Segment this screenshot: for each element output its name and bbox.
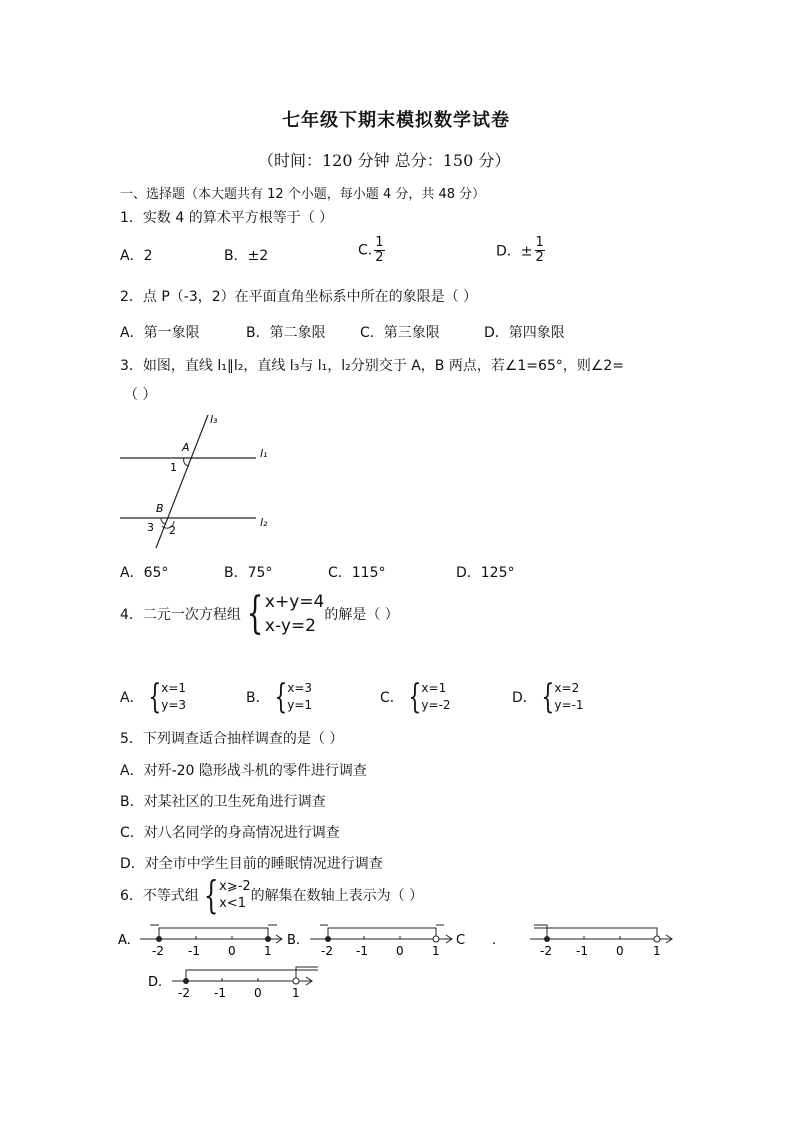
tick-label: -1 xyxy=(214,986,226,1000)
label-angle-3: 3 xyxy=(147,521,154,534)
q3-option-c: C．115° xyxy=(328,565,386,581)
tick-label: 1 xyxy=(653,944,661,958)
q5-option-c: C．对八名同学的身高情况进行调查 xyxy=(120,825,340,841)
page-title: 七年级下期末模拟数学试卷 xyxy=(282,110,510,131)
label-B: B xyxy=(156,502,164,515)
q4-option-a xyxy=(120,677,187,717)
solid-point-icon xyxy=(265,936,271,942)
page-subtitle: （时间：120 分钟 总分：150 分） xyxy=(258,151,511,170)
label-l1: l₁ xyxy=(260,447,268,460)
q4-stem-suffix: 的解是（ ） xyxy=(324,607,399,623)
section-header: 一、选择题（本大题共有 12 个小题，每小题 4 分，共 48 分） xyxy=(120,187,486,202)
fraction-numerator: 1 xyxy=(535,235,544,250)
q1-option-c-prefix: C. xyxy=(358,242,373,259)
q4-option-b xyxy=(246,677,313,717)
q4-option-label: C． xyxy=(380,690,404,706)
tick-label: -2 xyxy=(540,944,552,958)
hollow-point-icon xyxy=(293,978,299,984)
brace-icon: { xyxy=(408,677,422,717)
brace-icon: { xyxy=(147,677,161,717)
tick-label: 0 xyxy=(396,944,404,958)
q4-option-line: x=3 xyxy=(287,681,313,695)
label-l2: l₂ xyxy=(260,516,268,529)
q2-option-a: A．第一象限 xyxy=(120,325,200,341)
q3-option-d: D．125° xyxy=(456,565,515,581)
q1-option-c-fraction xyxy=(374,236,384,265)
q1-option-d-fraction xyxy=(535,236,545,265)
q4-equation-2: x-y=2 xyxy=(264,616,316,636)
q4-option-line: y=1 xyxy=(287,698,313,712)
fraction-numerator: 1 xyxy=(375,235,384,250)
q6-label-c-dot: . xyxy=(492,933,497,948)
q6-number-line-b xyxy=(310,925,452,958)
tick-label: 0 xyxy=(616,944,624,958)
fraction-denominator: 2 xyxy=(375,250,384,265)
q6-number-lines xyxy=(110,915,690,1005)
q6-label-b: B. xyxy=(287,933,301,948)
q2-stem: 2．点 P（-3，2）在平面直角坐标系中所在的象限是（ ） xyxy=(120,289,478,305)
q6-inequality-2: x<1 xyxy=(219,896,246,911)
q1-option-c xyxy=(358,236,385,265)
q1-option-d xyxy=(496,236,545,265)
tick-label: -2 xyxy=(321,944,333,958)
q3-option-b: B．75° xyxy=(224,565,273,581)
angle-3-arc xyxy=(161,518,165,524)
q6-number-line-d xyxy=(172,967,318,1000)
brace-icon: { xyxy=(203,873,219,917)
tick-label: -2 xyxy=(152,944,164,958)
q1-option-d-prefix: D．± xyxy=(496,243,533,260)
q1-option-a: A．2 xyxy=(120,248,153,264)
brace-icon: { xyxy=(273,677,287,717)
q4-option-label: B． xyxy=(246,690,270,706)
solid-point-icon xyxy=(183,978,189,984)
label-angle-2: 2 xyxy=(169,524,176,537)
tick-label: 1 xyxy=(432,944,440,958)
q6-number-line-a xyxy=(140,925,282,958)
q3-figure xyxy=(110,405,290,555)
q4-option-line: x=2 xyxy=(554,681,580,695)
q3-option-a: A．65° xyxy=(120,565,169,581)
q4-equation-system xyxy=(241,590,324,638)
tick-label: 1 xyxy=(292,986,300,1000)
tick-label: 0 xyxy=(228,944,236,958)
solid-point-icon xyxy=(156,936,162,942)
q5-stem: 5．下列调查适合抽样调查的是（ ） xyxy=(120,731,344,747)
label-l3: l₃ xyxy=(210,413,218,426)
q6-stem xyxy=(120,873,424,917)
q6-inequality-1: x⩾-2 xyxy=(219,879,251,894)
brace-icon: { xyxy=(541,677,555,717)
q4-stem xyxy=(120,590,399,638)
q6-inequality-system xyxy=(199,873,251,917)
solid-point-icon xyxy=(325,936,331,942)
q6-stem-prefix: 6．不等式组 xyxy=(120,888,199,904)
fraction-denominator: 2 xyxy=(535,250,544,265)
q6-label-d: D. xyxy=(148,975,163,990)
q5-option-d: D．对全市中学生目前的睡眠情况进行调查 xyxy=(120,856,383,872)
q2-option-c: C．第三象限 xyxy=(360,325,440,341)
solid-point-icon xyxy=(544,936,550,942)
q1-stem: 1．实数 4 的算术平方根等于（ ） xyxy=(120,210,334,226)
tick-label: 1 xyxy=(264,944,272,958)
q5-option-b: B．对某社区的卫生死角进行调查 xyxy=(120,794,326,810)
q4-option-line: y=-2 xyxy=(421,698,451,712)
q4-equation-1: x+y=4 xyxy=(264,592,325,612)
q4-option-d xyxy=(512,677,584,717)
q6-label-a: A. xyxy=(118,933,131,948)
q4-option-label: D． xyxy=(512,690,537,706)
q4-option-line: y=-1 xyxy=(554,698,584,712)
hollow-point-icon xyxy=(433,936,439,942)
tick-label: -1 xyxy=(356,944,368,958)
q6-number-line-c xyxy=(530,925,672,958)
q6-stem-suffix: 的解集在数轴上表示为（ ） xyxy=(250,888,424,904)
tick-label: -1 xyxy=(188,944,200,958)
q4-option-line: y=3 xyxy=(161,698,187,712)
line-l3 xyxy=(156,415,208,548)
brace-icon: { xyxy=(246,588,264,639)
q4-stem-prefix: 4．二元一次方程组 xyxy=(120,607,241,623)
label-angle-1: 1 xyxy=(170,461,177,474)
tick-label: -2 xyxy=(178,986,190,1000)
tick-label: -1 xyxy=(576,944,588,958)
q3-stem-line1: 3．如图，直线 l₁∥l₂，直线 l₃与 l₁，l₂分别交于 A，B 两点，若∠1=65°，则∠2= xyxy=(120,358,625,374)
q2-option-d: D．第四象限 xyxy=(484,325,565,341)
q3-stem-line2: （ ） xyxy=(124,387,157,403)
q4-option-c xyxy=(380,677,451,717)
hollow-point-icon xyxy=(654,936,660,942)
label-A: A xyxy=(182,441,190,454)
q2-option-b: B．第二象限 xyxy=(246,325,326,341)
q4-option-label: A． xyxy=(120,690,144,706)
q5-option-a: A．对歼-20 隐形战斗机的零件进行调查 xyxy=(120,763,367,779)
q4-option-line: x=1 xyxy=(161,681,187,695)
q4-option-line: x=1 xyxy=(421,681,447,695)
tick-label: 0 xyxy=(254,986,262,1000)
q6-label-c: C xyxy=(456,933,466,948)
q1-option-b: B．±2 xyxy=(224,248,269,264)
